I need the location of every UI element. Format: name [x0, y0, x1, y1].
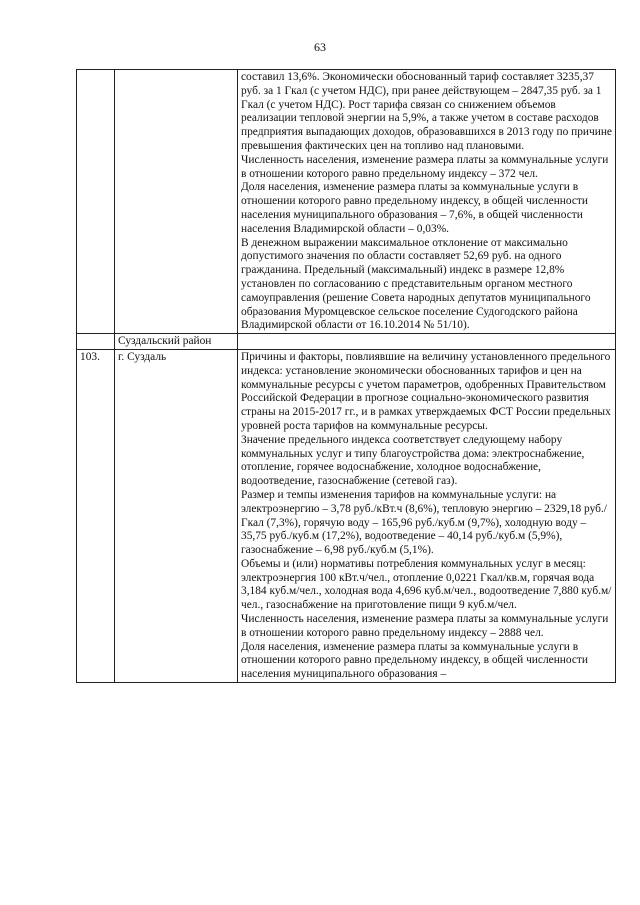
- table-row: [77, 334, 616, 350]
- description-cell: [238, 70, 616, 334]
- table-row: [77, 70, 616, 334]
- paragraph: Значение предельного индекса соответствует следующему набору коммунальных услуг и типу благоустройства дома: электроснабжение, отопление, горячее водоснабжение, холодное водоснабжение, водоотведение, газоснабжение (сетевой газ).: [241, 433, 585, 488]
- paragraph: Численность населения, изменение размера платы за коммунальные услуги в отношении которого равно предельному индексу – 372 чел.: [241, 153, 609, 180]
- row-number-cell: [77, 70, 115, 334]
- paragraph: Размер и темпы изменения тарифов на коммунальные услуги: на электроэнергию – 3,78 руб./кВт.ч (8,6%), тепловую энергию – 2329,18 руб./Гкал (7,3%), горячую воду – 165,96 руб./куб.м (9,7%), холодную воду – 35,75 руб./куб.м (17,2%), водоотведение – 40,14 руб./куб.м (5,9%), газоснабжение – 6,98 руб./куб.м (5,1%).: [241, 488, 607, 557]
- paragraph: Причины и факторы, повлиявшие на величину установленного предельного индекса: установление экономически обоснованных тарифов и цен на коммунальные ресурсы с учетом параметров, одобренных Правительством Российской Федерации в прогнозе социально-экономического развития страны на 2015-2017 гг., и в рамках утверждаемых ФСТ России предельных уровней роста тарифов на коммунальные ресурсы.: [241, 350, 611, 432]
- description-cell: [238, 349, 616, 682]
- paragraph: Доля населения, изменение размера платы за коммунальные услуги в отношении которого равно предельному индексу, в общей численности населения муниципального образования – 7,6%, в общей численности населения Владимирской области – 0,03%.: [241, 181, 588, 235]
- municipality-cell: г. Суздаль: [115, 349, 238, 682]
- page-number: 63: [314, 40, 326, 54]
- row-number-cell: [77, 334, 115, 350]
- paragraph: Доля населения, изменение размера платы за коммунальные услуги в отношении которого равно предельному индексу, в общей численности населения муниципального образования –: [241, 640, 588, 681]
- paragraph: Объемы и (или) нормативы потребления коммунальных услуг в месяц: электроэнергия 100 кВт.ч/чел., отопление 0,0221 Гкал/кв.м, горячая вода 3,184 куб.м/чел., холодная вода 4,696 куб.м/чел., водоотведение 7,880 куб.м/чел., газоснабжение на приготовление пищи 9 куб.м/чел.: [241, 557, 612, 612]
- paragraph: Численность населения, изменение размера платы за коммунальные услуги в отношении которого равно предельному индексу – 2888 чел.: [241, 613, 609, 639]
- description-cell: [238, 334, 616, 350]
- district-heading-cell: Суздальский район: [115, 334, 238, 350]
- row-number-cell: 103.: [77, 349, 115, 682]
- municipality-cell: [115, 70, 238, 334]
- document-table: [76, 69, 616, 683]
- paragraph: В денежном выражении максимальное отклонение от максимально допустимого значения по области составляет 52,69 руб. на одного гражданина. Предельный (максимальный) индекс в размере 12,8% установлен по согласованию с представительным органом местного самоуправления (решение Совета народных депутатов муниципального образования Муромцевское сельское поселение Судогодского района Владимирской области от 16.10.2014 № 51/10).: [241, 236, 591, 332]
- paragraph: составил 13,6%. Экономически обоснованный тариф составляет 3235,37 руб. за 1 Гкал (с учетом НДС), при ранее действующем – 2847,35 руб. за 1 Гкал (с учетом НДС). Рост тарифа связан со снижением объемов реализации тепловой энергии на 5,9%, а также учетом в составе расходов предприятия выпадающих доходов, образовавшихся в 2013 году по причине превышения фактических цен на топливо над плановыми.: [241, 71, 612, 152]
- table-row: [77, 349, 616, 682]
